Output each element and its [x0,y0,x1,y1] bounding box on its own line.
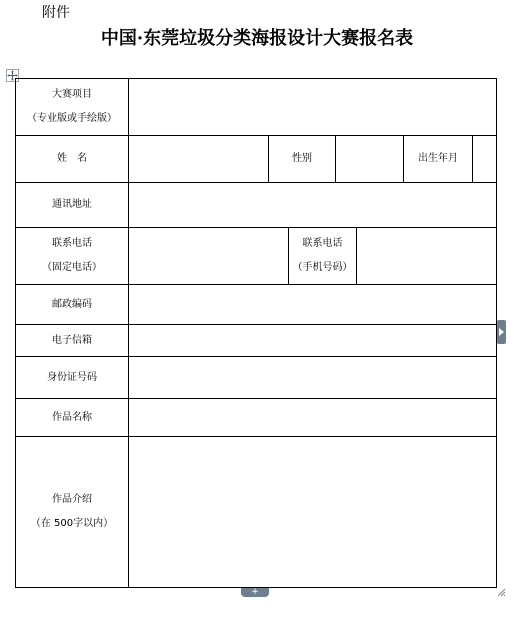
table-resize-corner-icon[interactable] [497,588,506,597]
phone-label-cell [16,228,129,285]
birth-label: 出生年月 [418,153,458,164]
category-label: 大赛项目 [52,89,92,100]
birth-label-cell [404,136,497,183]
category-input-cell[interactable] [129,79,497,136]
row-email [16,325,497,357]
phone-sub-label: （固定电话） [42,262,102,273]
category-label-cell [16,79,129,136]
address-input-cell[interactable] [129,183,497,228]
work-name-input-cell[interactable] [129,399,497,437]
category-sub-label: （专业版或手绘版） [27,113,117,124]
phone-label: 联系电话 [52,238,92,249]
id-label: 身份证号码 [16,357,129,399]
mobile-sub-label: （手机号码） [292,262,353,273]
email-label: 电子信箱 [16,325,129,357]
name-input-cell[interactable] [129,136,269,183]
registration-form-table [15,78,497,588]
mobile-input-cell[interactable] [357,228,497,285]
name-label: 姓 名 [16,136,129,183]
postal-input-cell[interactable] [129,285,497,325]
intro-label-cell [16,437,129,588]
birth-input-cell[interactable] [473,136,496,182]
intro-label: 作品介绍 [52,494,92,505]
form-title: 中国·东莞垃圾分类海报设计大赛报名表 [100,28,414,49]
row-postal [16,285,497,325]
intro-sub-label: （在 500字以内） [30,518,114,529]
work-name-label: 作品名称 [16,399,129,437]
row-category [16,79,497,136]
attachment-label: 附件 [42,5,70,21]
add-row-button[interactable]: + [241,588,269,597]
email-input-cell[interactable] [129,325,497,357]
row-id [16,357,497,399]
mobile-label: 联系电话 [302,238,343,249]
row-name [16,136,497,183]
row-work-name [16,399,497,437]
postal-label: 邮政编码 [16,285,129,325]
row-address [16,183,497,228]
id-input-cell[interactable] [129,357,497,399]
gender-label: 性别 [269,136,336,183]
mobile-label-cell [289,228,357,285]
gender-input-cell[interactable] [336,136,404,183]
intro-input-cell[interactable] [129,437,497,588]
address-label: 通讯地址 [16,183,129,228]
row-phone [16,228,497,285]
row-resize-handle-icon[interactable] [497,320,506,344]
row-intro [16,437,497,588]
phone-input-cell[interactable] [129,228,289,285]
